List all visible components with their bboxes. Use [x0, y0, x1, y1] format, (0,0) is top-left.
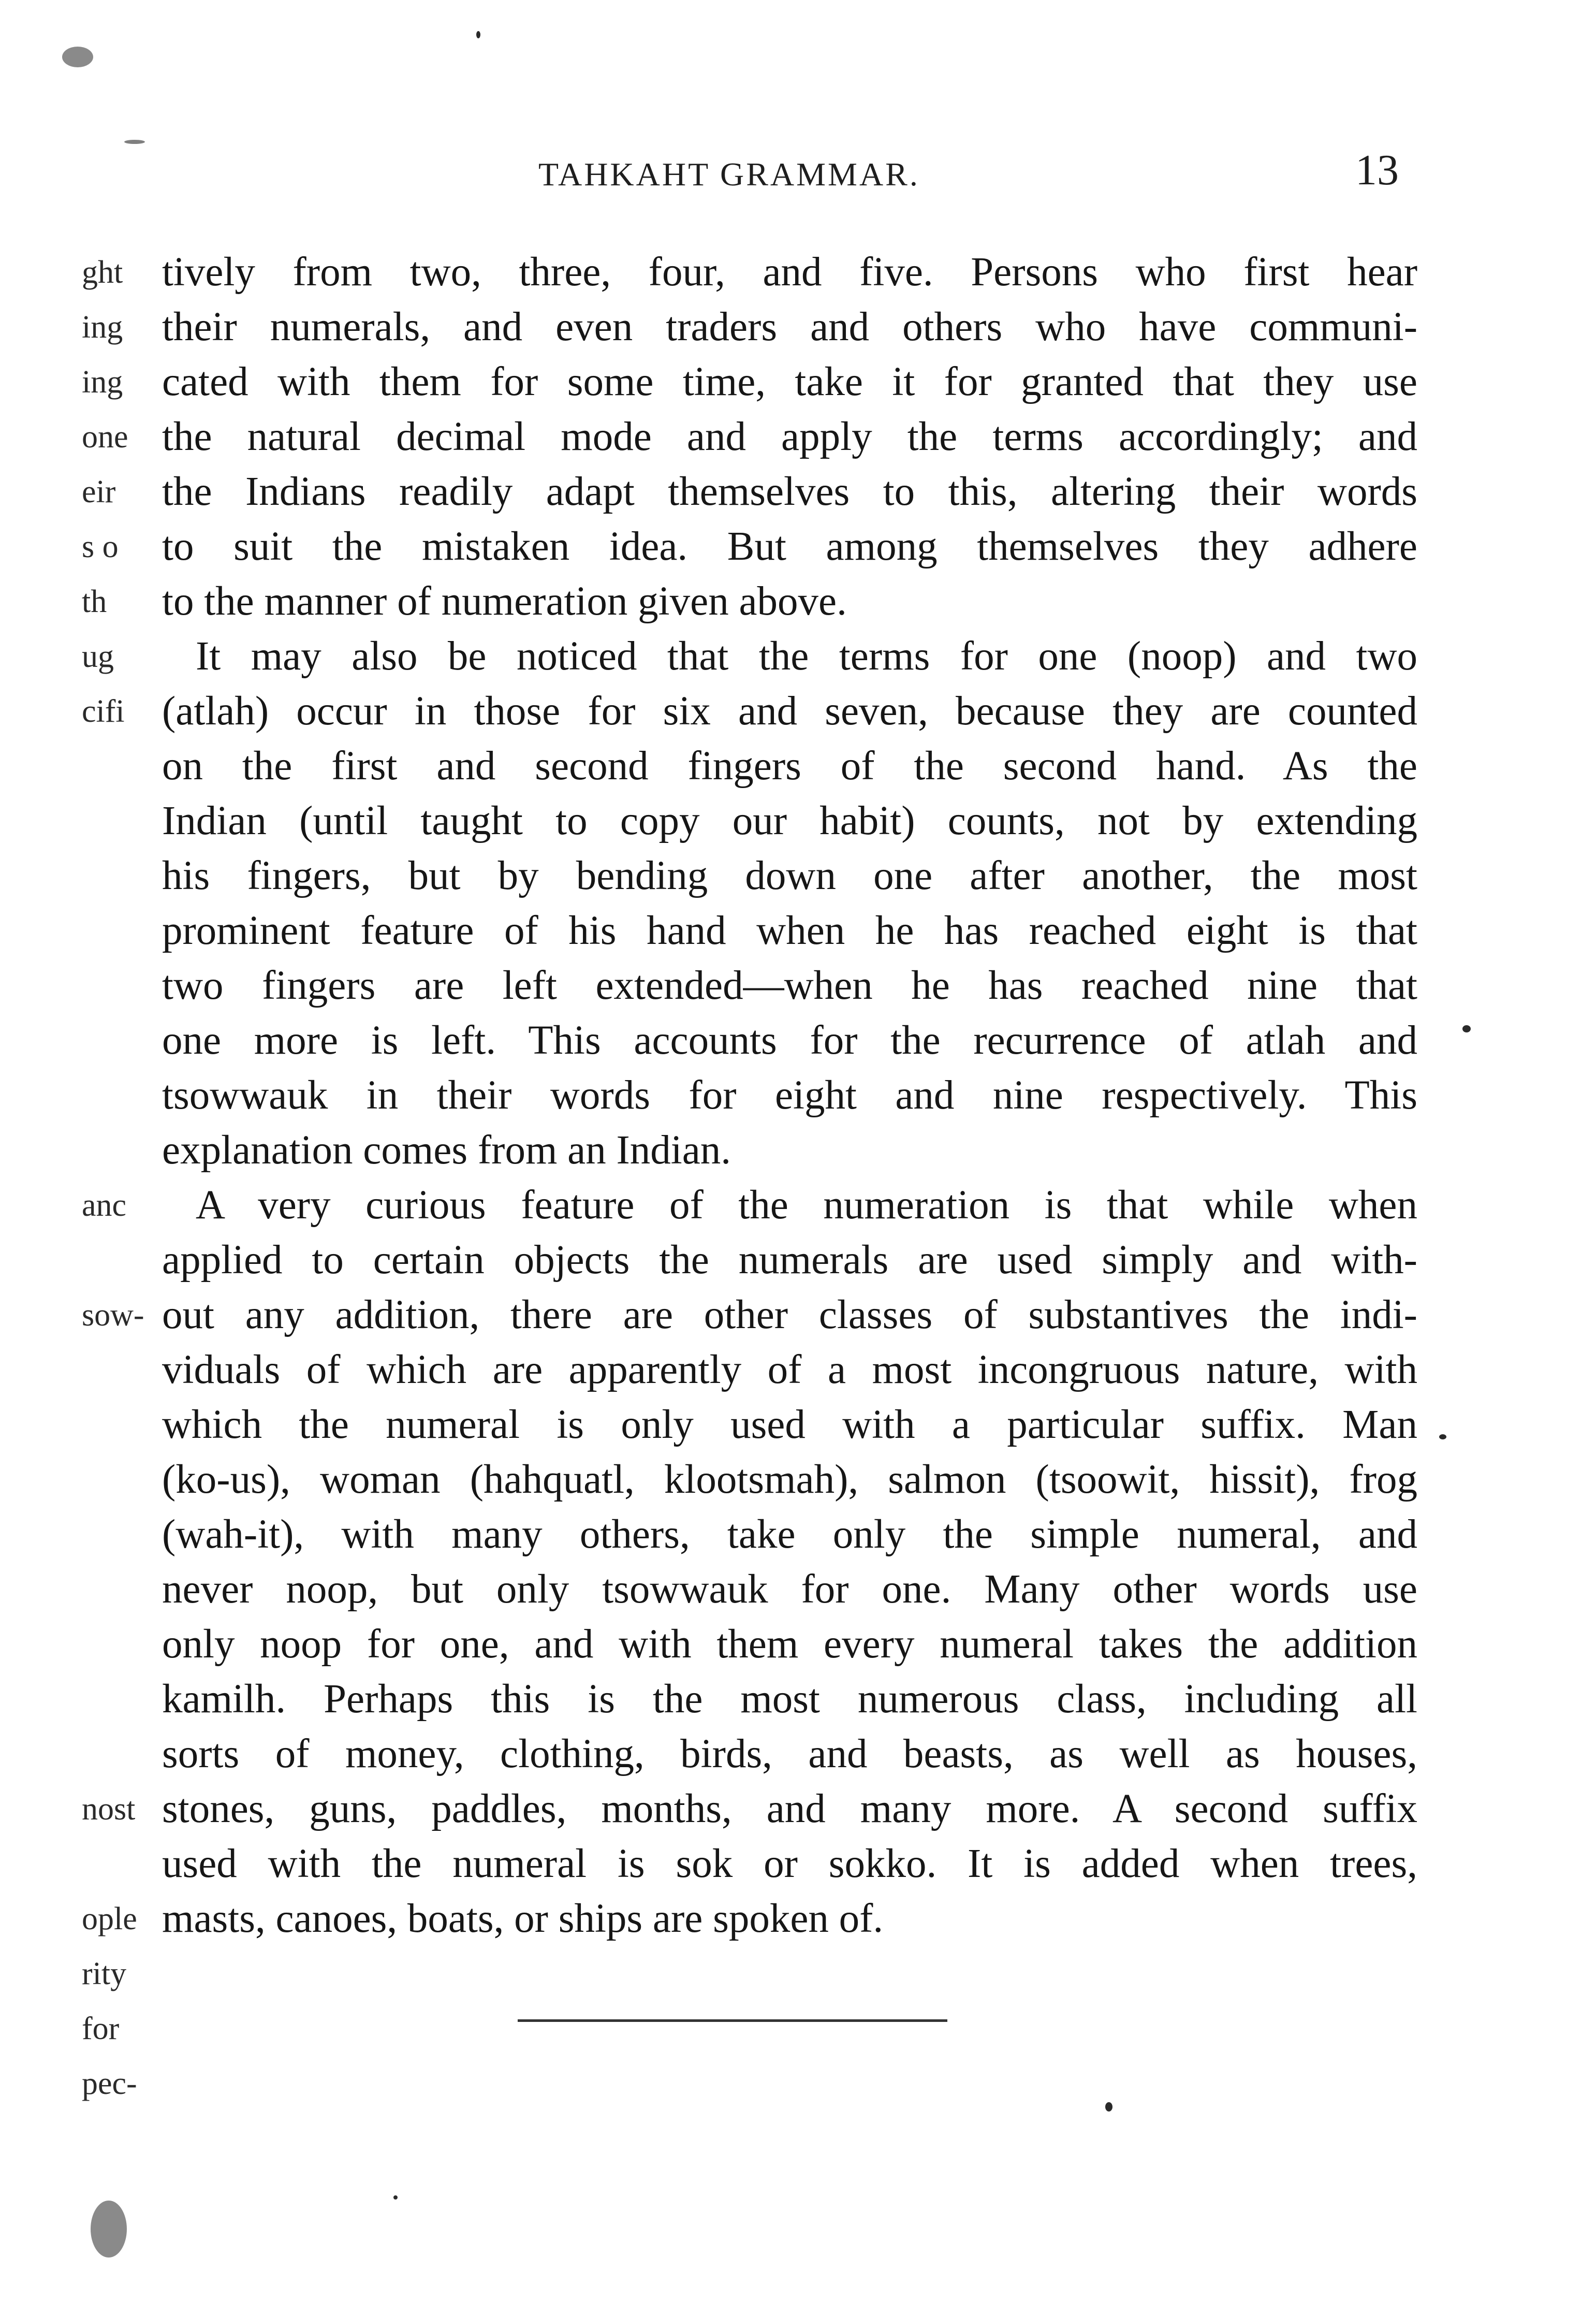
- line-text: out any addition, there are other classes of substantives the indi-: [162, 1292, 1417, 1337]
- margin-fragment: pec-: [82, 2066, 137, 2101]
- text-line: [82, 958, 1417, 1013]
- margin-fragment: ople: [82, 1901, 137, 1936]
- line-text: applied to certain objects the numerals are used simply and with-: [162, 1237, 1417, 1283]
- page-number: 13: [1355, 146, 1399, 194]
- text-line: [82, 1233, 1417, 1288]
- text-line: [82, 1617, 1417, 1672]
- margin-fragment: s o: [82, 529, 119, 564]
- text-line: [82, 245, 1417, 300]
- line-text: (ko-us), woman (hahquatl, klootsmah), salmon (tsoowit, hissit), frog: [162, 1457, 1417, 1502]
- line-text: A very curious feature of the numeration is that while when: [196, 1183, 1417, 1228]
- ink-speck: [1462, 1025, 1471, 1032]
- margin-fragment: rity: [82, 1956, 127, 1991]
- ink-speck: [393, 2195, 398, 2200]
- text-line: [82, 1288, 1417, 1343]
- line-text: two fingers are left extended—when he has reached nine that: [162, 963, 1417, 1008]
- line-text: to the manner of numeration given above.: [162, 579, 847, 624]
- line-text: (atlah) occur in those for six and seven, because they are counted: [162, 689, 1417, 734]
- line-text: tsowwauk in their words for eight and nine respectively. This: [162, 1073, 1417, 1118]
- section-divider: [518, 2019, 947, 2022]
- line-text: explanation comes from an Indian.: [162, 1128, 731, 1173]
- text-line: [82, 904, 1417, 958]
- margin-fragment: eir: [82, 474, 116, 509]
- line-text: sorts of money, clothing, birds, and beasts, as well as houses,: [162, 1731, 1417, 1776]
- margin-fragment: th: [82, 584, 107, 619]
- text-line: [82, 1782, 1417, 1837]
- line-text: viduals of which are apparently of a most incongruous nature, with: [162, 1347, 1417, 1392]
- text-line: [82, 574, 1417, 629]
- margin-fragment: one: [82, 419, 128, 455]
- line-text: only noop for one, and with them every numeral takes the addition: [162, 1622, 1417, 1667]
- ink-speck: [1439, 1434, 1446, 1439]
- line-text: Indian (until taught to copy our habit) counts, not by extending: [162, 798, 1417, 843]
- text-line: [82, 410, 1417, 464]
- margin-fragment: cifi: [82, 694, 125, 729]
- margin-fragment: for: [82, 2011, 120, 2046]
- text-line: [82, 1123, 1417, 1178]
- line-text: masts, canoes, boats, or ships are spoken of.: [162, 1896, 884, 1941]
- line-text: their numerals, and even traders and others who have communi-: [162, 304, 1417, 349]
- text-line: [82, 1562, 1417, 1617]
- text-line: [82, 684, 1417, 739]
- text-line: [82, 300, 1417, 355]
- text-line: [82, 849, 1417, 904]
- line-text: It may also be noticed that the terms for one (noop) and two: [196, 634, 1417, 679]
- text-line: [82, 1507, 1417, 1562]
- line-text: the natural decimal mode and apply the terms accordingly; and: [162, 414, 1417, 459]
- ink-speck: [91, 2201, 127, 2258]
- line-text: his fingers, but by bending down one after another, the most: [162, 853, 1417, 898]
- line-text: the Indians readily adapt themselves to this, altering their words: [162, 469, 1417, 514]
- ink-speck: [476, 31, 480, 38]
- line-text: stones, guns, paddles, months, and many more. A second suffix: [162, 1786, 1417, 1831]
- text-line: [82, 1397, 1417, 1452]
- margin-fragment: anc: [82, 1188, 127, 1223]
- line-text: which the numeral is only used with a particular suffix. Man: [162, 1402, 1417, 1447]
- line-text: to suit the mistaken idea. But among themselves they adhere: [162, 524, 1417, 569]
- line-text: kamilh. Perhaps this is the most numerous class, including all: [162, 1677, 1417, 1722]
- text-line: [82, 2056, 1417, 2111]
- running-head: TAHKAHT GRAMMAR.: [538, 156, 920, 193]
- line-text: tively from two, three, four, and five. Persons who first hear: [162, 250, 1417, 295]
- text-line: [82, 1068, 1417, 1123]
- text-line: [82, 464, 1417, 519]
- text-line: [82, 355, 1417, 410]
- text-line: [82, 629, 1417, 684]
- margin-fragment: ing: [82, 310, 123, 345]
- text-line: [82, 1946, 1417, 2001]
- line-text: (wah-it), with many others, take only the simple numeral, and: [162, 1512, 1417, 1557]
- text-line: [82, 1672, 1417, 1727]
- text-line: [82, 519, 1417, 574]
- line-text: on the first and second fingers of the second hand. As the: [162, 744, 1417, 789]
- text-line: [82, 739, 1417, 794]
- text-line: [82, 1178, 1417, 1233]
- ink-speck: [62, 47, 93, 67]
- line-text: never noop, but only tsowwauk for one. Many other words use: [162, 1567, 1417, 1612]
- line-text: used with the numeral is sok or sokko. It is added when trees,: [162, 1841, 1417, 1886]
- line-text: one more is left. This accounts for the recurrence of atlah and: [162, 1018, 1417, 1063]
- text-line: [82, 2001, 1417, 2056]
- line-text: prominent feature of his hand when he has reached eight is that: [162, 908, 1417, 953]
- text-line: [82, 1891, 1417, 1946]
- ink-speck: [1105, 2102, 1112, 2111]
- body-text: [82, 245, 1417, 2111]
- text-line: [82, 1343, 1417, 1397]
- text-line: [82, 1727, 1417, 1782]
- text-line: [82, 1837, 1417, 1891]
- margin-fragment: ing: [82, 365, 123, 400]
- text-line: [82, 794, 1417, 849]
- ink-speck: [124, 140, 145, 144]
- margin-fragment: sow-: [82, 1298, 144, 1333]
- text-line: [82, 1452, 1417, 1507]
- line-text: cated with them for some time, take it for granted that they use: [162, 359, 1417, 404]
- margin-fragment: ght: [82, 255, 123, 290]
- margin-fragment: nost: [82, 1792, 136, 1827]
- text-line: [82, 1013, 1417, 1068]
- margin-fragment: ug: [82, 639, 114, 674]
